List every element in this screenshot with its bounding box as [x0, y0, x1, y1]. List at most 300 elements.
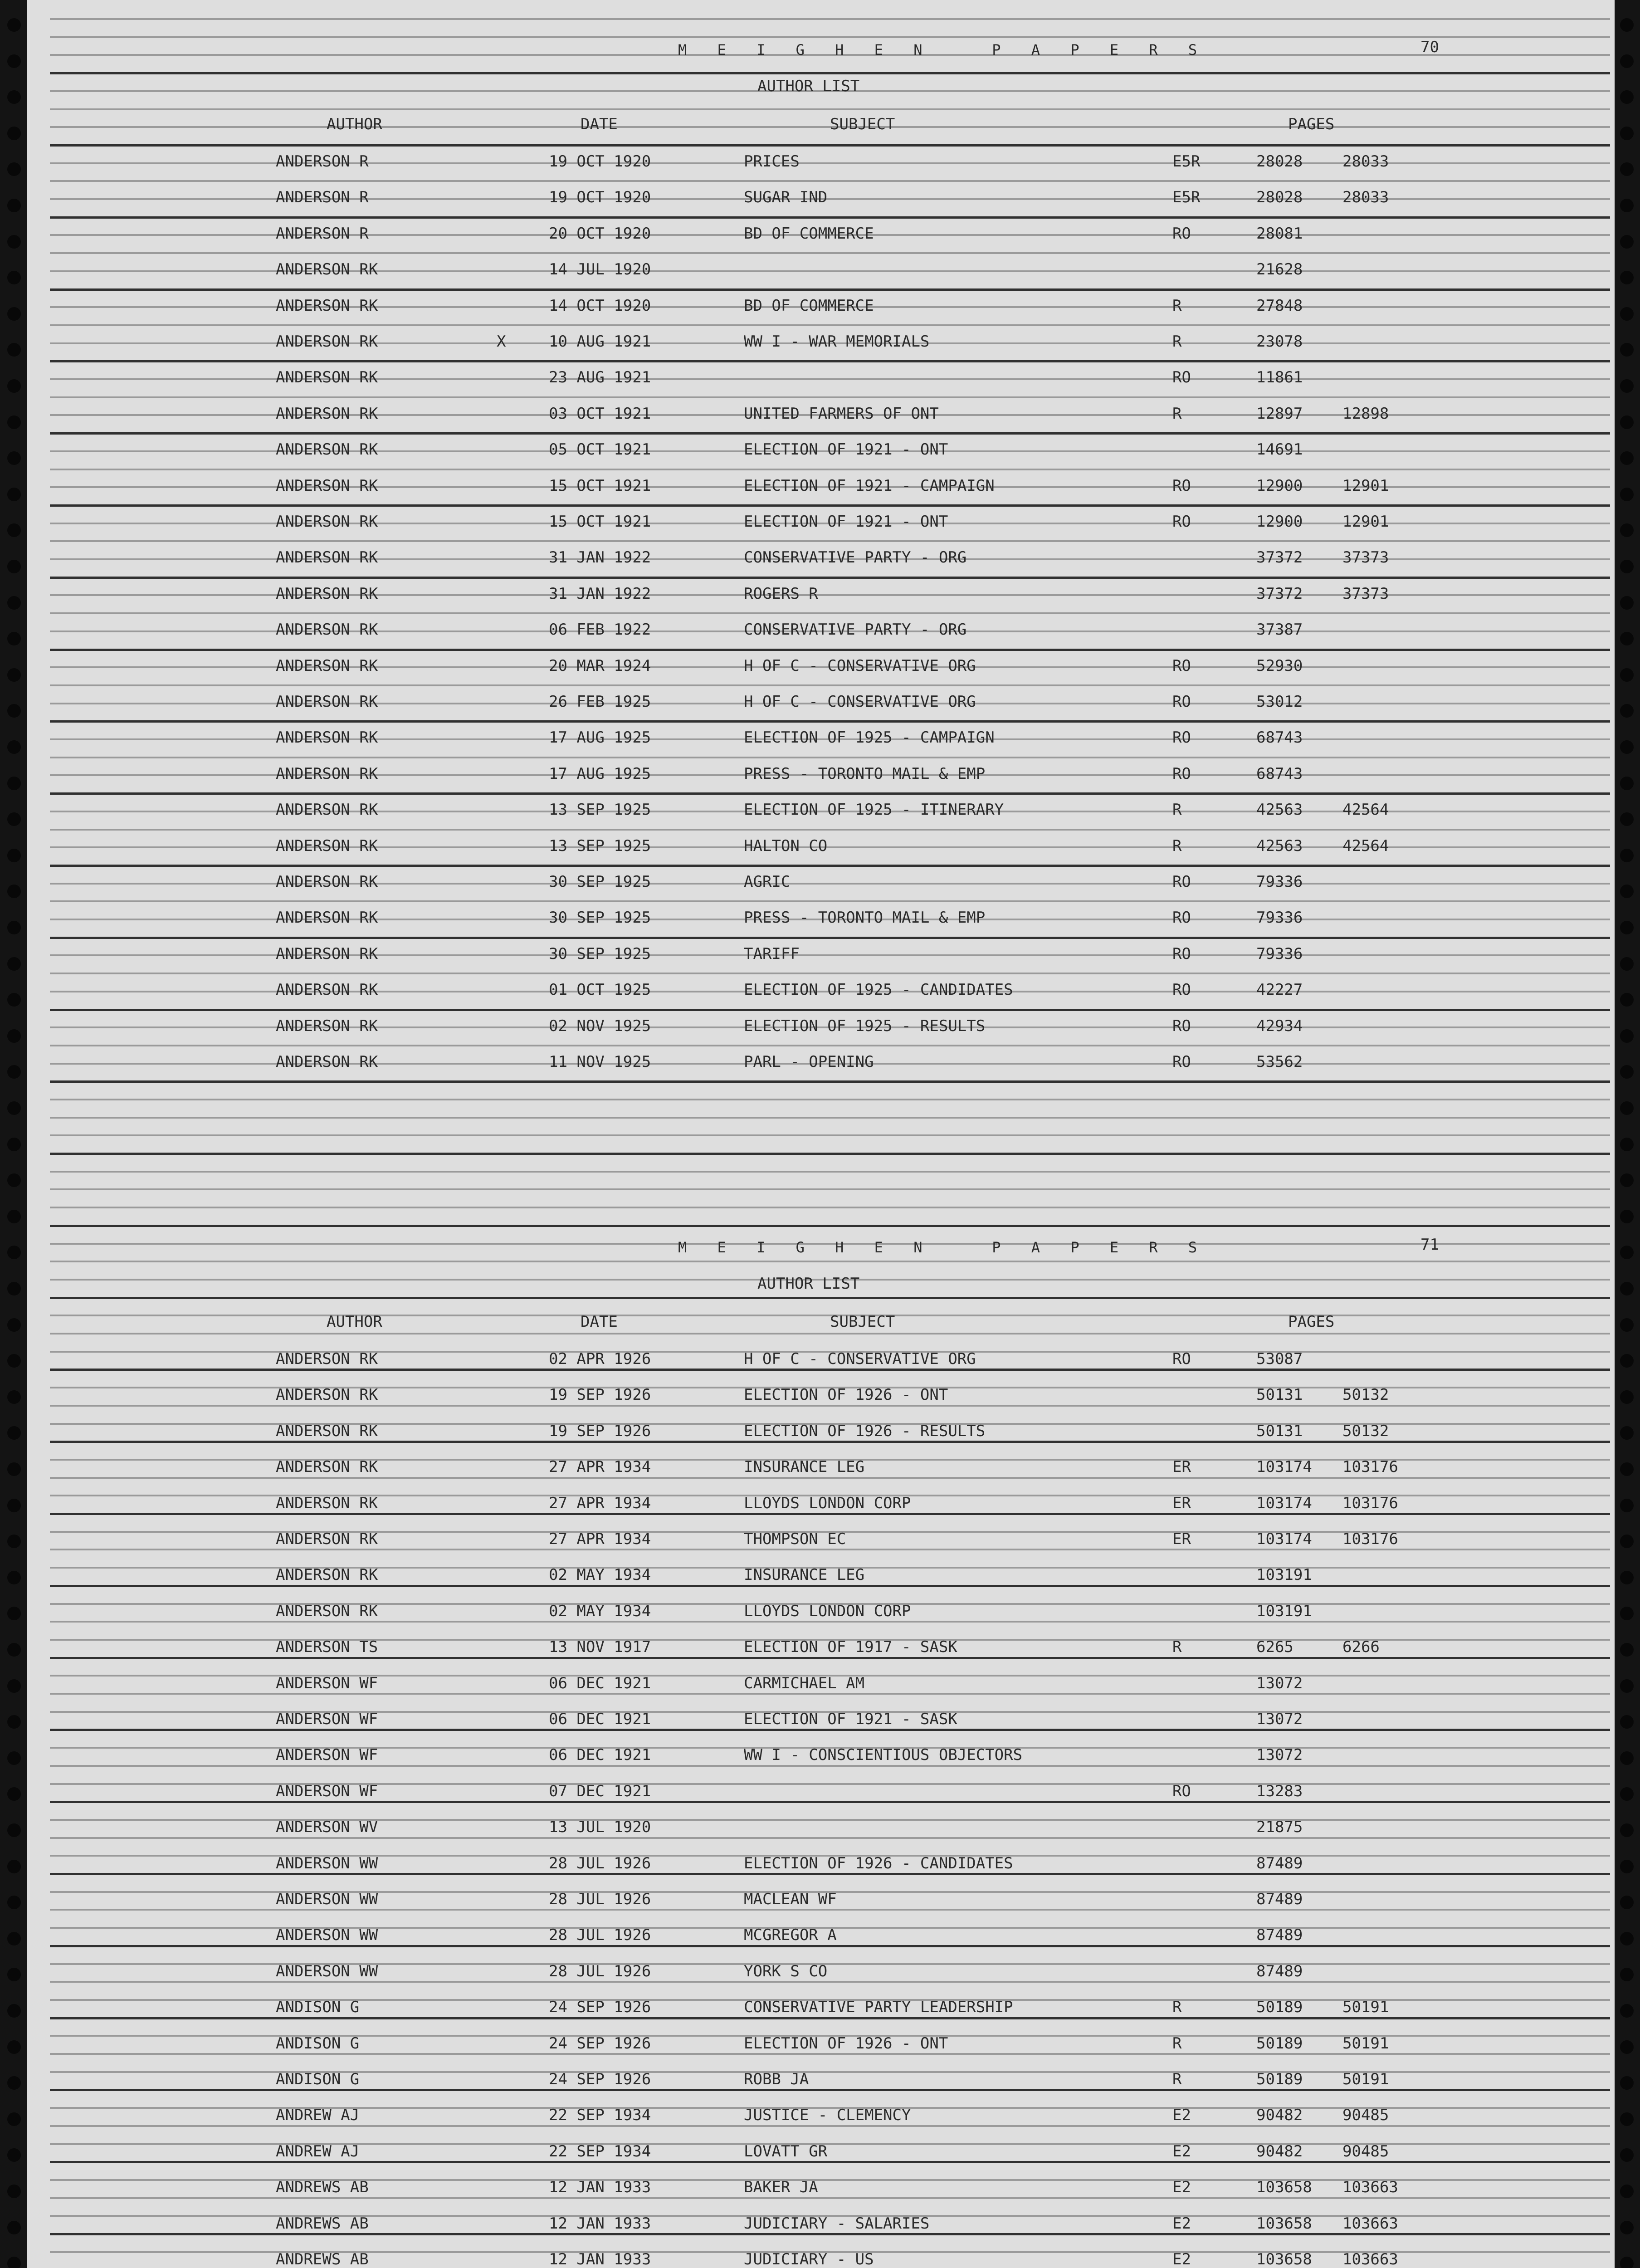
sprocket-hole	[7, 2040, 21, 2054]
cell-code: R	[1172, 2034, 1182, 2053]
cell-page-start: 37372	[1256, 585, 1303, 603]
cell-page-start: 87489	[1256, 1962, 1303, 1980]
cell-date: 24 SEP 1926	[549, 2034, 651, 2053]
form-rule-line	[50, 1207, 1610, 1208]
cell-code: RO	[1172, 728, 1191, 747]
column-header-subject: SUBJECT	[830, 115, 895, 133]
cell-page-end: 103663	[1342, 2250, 1398, 2268]
cell-subject: PRESS - TORONTO MAIL & EMP	[744, 765, 986, 783]
cell-subject: INSURANCE LEG	[744, 1566, 865, 1584]
sprocket-hole	[7, 1318, 21, 1332]
cell-page-end: 42564	[1342, 801, 1389, 819]
cell-code: ER	[1172, 1494, 1191, 1512]
cell-page-start: 53562	[1256, 1053, 1303, 1071]
sprocket-hole	[1620, 2185, 1634, 2198]
sprocket-hole	[7, 2185, 21, 2198]
sprocket-hole	[7, 1787, 21, 1801]
cell-page-start: 23078	[1256, 332, 1303, 351]
sprocket-hole	[7, 921, 21, 934]
cell-author: ANDREWS AB	[276, 2250, 369, 2268]
sprocket-hole	[7, 1390, 21, 1404]
cell-subject: ELECTION OF 1921 - ONT	[744, 440, 948, 459]
sprocket-hole	[7, 2076, 21, 2090]
cell-date: 12 JAN 1933	[549, 2178, 651, 2196]
sprocket-hole	[7, 162, 21, 176]
cell-subject: H OF C - CONSERVATIVE ORG	[744, 657, 976, 675]
cell-code: RO	[1172, 657, 1191, 675]
cell-page-end: 50132	[1342, 1386, 1389, 1404]
cell-author: ANDISON G	[276, 2034, 360, 2053]
cell-page-start: 87489	[1256, 1854, 1303, 1872]
form-rule-line	[50, 937, 1610, 939]
sprocket-hole	[7, 415, 21, 429]
cell-author: ANDERSON WV	[276, 1818, 378, 1836]
cell-page-end: 12901	[1342, 513, 1389, 531]
cell-subject: ROGERS R	[744, 585, 818, 603]
cell-author: ANDERSON WF	[276, 1782, 378, 1800]
sprocket-hole	[1620, 740, 1634, 754]
cell-author: ANDERSON RK	[276, 1017, 378, 1035]
cell-author: ANDERSON WW	[276, 1926, 378, 1944]
form-rule-line	[50, 577, 1610, 579]
cell-author: ANDREWS AB	[276, 2214, 369, 2233]
sprocket-hole	[1620, 1787, 1634, 1801]
cell-subject: SUGAR IND	[744, 188, 828, 206]
sprocket-hole	[1620, 560, 1634, 573]
sprocket-hole	[1620, 2112, 1634, 2126]
sprocket-hole	[7, 1679, 21, 1693]
cell-code: ER	[1172, 1458, 1191, 1476]
cell-subject: CARMICHAEL AM	[744, 1674, 865, 1692]
cell-page-end: 50191	[1342, 2070, 1389, 2088]
sprocket-hole	[7, 1354, 21, 1368]
cell-author: ANDERSON RK	[276, 1053, 378, 1071]
cell-code: E2	[1172, 2142, 1191, 2160]
form-rule-line	[50, 1837, 1610, 1839]
cell-page-start: 37372	[1256, 548, 1303, 567]
form-rule-line	[50, 2233, 1610, 2235]
column-header-pages: PAGES	[1288, 115, 1335, 133]
sprocket-hole	[7, 1968, 21, 1981]
right-tractor-strip	[1613, 0, 1640, 2268]
cell-code: R	[1172, 1998, 1182, 2016]
cell-code: RO	[1172, 477, 1191, 495]
report-title: M E I G H E N P A P E R S	[678, 41, 1208, 59]
cell-author: ANDERSON RK	[276, 1602, 378, 1620]
sprocket-hole	[1620, 1426, 1634, 1440]
column-header-author: AUTHOR	[327, 115, 382, 133]
sprocket-hole	[7, 957, 21, 971]
form-rule-line	[50, 1009, 1610, 1011]
sprocket-hole	[7, 668, 21, 682]
cell-subject: ELECTION OF 1926 - ONT	[744, 1386, 948, 1404]
cell-date: 06 DEC 1921	[549, 1710, 651, 1728]
sprocket-hole	[1620, 777, 1634, 790]
cell-subject: YORK S CO	[744, 1962, 828, 1980]
form-rule-line	[50, 144, 1610, 147]
cell-date: 19 SEP 1926	[549, 1386, 651, 1404]
form-rule-line	[50, 360, 1610, 362]
cell-date: 19 OCT 1920	[549, 188, 651, 206]
form-rule-line	[50, 2017, 1610, 2019]
cell-subject: ELECTION OF 1926 - ONT	[744, 2034, 948, 2053]
cell-code: RO	[1172, 225, 1191, 243]
cell-page-start: 103174	[1256, 1494, 1312, 1512]
form-rule-line	[50, 216, 1610, 219]
sprocket-hole	[1620, 849, 1634, 862]
form-rule-line	[50, 900, 1610, 902]
cell-author: ANDERSON RK	[276, 693, 378, 711]
form-rule-line	[50, 18, 1610, 20]
cell-subject: ELECTION OF 1921 - SASK	[744, 1710, 957, 1728]
sprocket-hole	[1620, 1715, 1634, 1729]
column-header-author: AUTHOR	[327, 1313, 382, 1331]
sprocket-hole	[7, 1896, 21, 1909]
sprocket-hole	[1620, 235, 1634, 249]
sprocket-hole	[7, 1535, 21, 1548]
sprocket-hole	[7, 993, 21, 1007]
cell-date: 07 DEC 1921	[549, 1782, 651, 1800]
cell-subject: BAKER JA	[744, 2178, 818, 2196]
cell-date: 20 MAR 1924	[549, 657, 651, 675]
sprocket-hole	[7, 379, 21, 393]
cell-date: 30 SEP 1925	[549, 945, 651, 963]
form-rule-line	[50, 1333, 1610, 1334]
cell-code: RO	[1172, 1350, 1191, 1368]
sprocket-hole	[1620, 1535, 1634, 1548]
cell-page-start: 90482	[1256, 2106, 1303, 2124]
sprocket-hole	[1620, 343, 1634, 357]
cell-date: 06 DEC 1921	[549, 1746, 651, 1764]
cell-date: 28 JUL 1926	[549, 1854, 651, 1872]
cell-date: 19 OCT 1920	[549, 152, 651, 171]
sprocket-hole	[7, 1210, 21, 1223]
cell-code: R	[1172, 837, 1182, 855]
cell-subject: THOMPSON EC	[744, 1530, 846, 1548]
cell-date: 23 AUG 1921	[549, 368, 651, 386]
cell-page-end: 42564	[1342, 837, 1389, 855]
cell-subject: TARIFF	[744, 945, 800, 963]
form-rule-line	[50, 1117, 1610, 1119]
page-number: 71	[1420, 1236, 1439, 1254]
cell-page-end: 12898	[1342, 405, 1389, 423]
sprocket-hole	[7, 1751, 21, 1765]
cell-page-start: 42563	[1256, 837, 1303, 855]
cell-author: ANDERSON RK	[276, 1458, 378, 1476]
cell-date: 31 JAN 1922	[549, 548, 651, 567]
form-rule-line	[50, 504, 1610, 507]
sprocket-hole	[1620, 54, 1634, 68]
cell-page-start: 90482	[1256, 2142, 1303, 2160]
cell-author: ANDERSON RK	[276, 657, 378, 675]
cell-page-start: 27848	[1256, 297, 1303, 315]
cell-page-end: 28033	[1342, 188, 1389, 206]
cell-page-end: 90485	[1342, 2106, 1389, 2124]
form-rule-line	[50, 1171, 1610, 1173]
cell-author: ANDERSON RK	[276, 260, 378, 279]
cell-date: 13 SEP 1925	[549, 837, 651, 855]
cell-author: ANDERSON RK	[276, 332, 378, 351]
form-rule-line	[50, 1801, 1610, 1803]
cell-author: ANDERSON RK	[276, 477, 378, 495]
sprocket-hole	[7, 1426, 21, 1440]
sprocket-hole	[7, 632, 21, 645]
cell-code: RO	[1172, 513, 1191, 531]
cell-page-start: 13283	[1256, 1782, 1303, 1800]
cell-subject: WW I - WAR MEMORIALS	[744, 332, 930, 351]
cell-page-end: 103663	[1342, 2178, 1398, 2196]
cell-subject: ELECTION OF 1925 - RESULTS	[744, 1017, 986, 1035]
cell-page-end: 103663	[1342, 2214, 1398, 2233]
form-rule-line	[50, 1225, 1610, 1227]
form-rule-line	[50, 1909, 1610, 1911]
cell-page-start: 103191	[1256, 1566, 1312, 1584]
cell-author: ANDERSON RK	[276, 1386, 378, 1404]
sprocket-hole	[7, 2004, 21, 2018]
sprocket-hole	[1620, 1499, 1634, 1512]
form-rule-line	[50, 252, 1610, 254]
cell-author: ANDERSON RK	[276, 909, 378, 927]
sprocket-hole	[7, 1101, 21, 1115]
cell-date: 13 SEP 1925	[549, 801, 651, 819]
sprocket-hole	[1620, 2221, 1634, 2234]
cell-date: 13 NOV 1917	[549, 1638, 651, 1656]
form-rule-line	[50, 1477, 1610, 1479]
sprocket-hole	[1620, 2040, 1634, 2054]
sprocket-hole	[1620, 993, 1634, 1007]
sprocket-hole	[1620, 704, 1634, 718]
form-rule-line	[50, 1657, 1610, 1659]
cell-date: 15 OCT 1921	[549, 513, 651, 531]
cell-author: ANDERSON RK	[276, 873, 378, 891]
form-rule-line	[50, 1188, 1610, 1190]
cell-page-start: 79336	[1256, 909, 1303, 927]
cell-page-start: 42227	[1256, 981, 1303, 999]
cell-page-end: 103176	[1342, 1458, 1398, 1476]
cell-author: ANDREWS AB	[276, 2178, 369, 2196]
cell-page-end: 103176	[1342, 1530, 1398, 1548]
cell-date: 30 SEP 1925	[549, 873, 651, 891]
cell-code: RO	[1172, 765, 1191, 783]
cell-subject: H OF C - CONSERVATIVE ORG	[744, 1350, 976, 1368]
cell-page-start: 13072	[1256, 1746, 1303, 1764]
cell-author: ANDERSON RK	[276, 1350, 378, 1368]
cell-author: ANDERSON RK	[276, 440, 378, 459]
cell-author: ANDERSON RK	[276, 297, 378, 315]
cell-author: ANDERSON R	[276, 188, 369, 206]
sprocket-hole	[7, 1607, 21, 1620]
cell-code: RO	[1172, 693, 1191, 711]
cell-date: 13 JUL 1920	[549, 1818, 651, 1836]
cell-date: 03 OCT 1921	[549, 405, 651, 423]
sprocket-hole	[1620, 2148, 1634, 2162]
cell-author: ANDERSON WF	[276, 1746, 378, 1764]
cell-date: 24 SEP 1926	[549, 1998, 651, 2016]
cell-page-end: 12901	[1342, 477, 1389, 495]
cell-author: ANDERSON RK	[276, 1566, 378, 1584]
cell-page-start: 103658	[1256, 2178, 1312, 2196]
cell-date: 30 SEP 1925	[549, 909, 651, 927]
sprocket-hole	[1620, 1246, 1634, 1259]
cell-author: ANDERSON WW	[276, 1854, 378, 1872]
form-rule-line	[50, 1153, 1610, 1155]
cell-code: E2	[1172, 2178, 1191, 2196]
cell-code: E2	[1172, 2214, 1191, 2233]
form-rule-line	[50, 180, 1610, 182]
sprocket-hole	[7, 343, 21, 357]
sprocket-hole	[1620, 2004, 1634, 2018]
sprocket-hole	[7, 740, 21, 754]
sprocket-hole	[1620, 307, 1634, 321]
sprocket-hole	[1620, 1354, 1634, 1368]
cell-date: 01 OCT 1925	[549, 981, 651, 999]
cell-code: R	[1172, 297, 1182, 315]
sprocket-hole	[7, 2112, 21, 2126]
cell-subject: UNITED FARMERS OF ONT	[744, 405, 939, 423]
form-rule-line	[50, 829, 1610, 831]
sprocket-hole	[7, 777, 21, 790]
cell-code: RO	[1172, 1053, 1191, 1071]
cell-author: ANDERSON RK	[276, 981, 378, 999]
report-subtitle: AUTHOR LIST	[757, 77, 860, 95]
sprocket-hole	[1620, 379, 1634, 393]
cell-page-end: 50191	[1342, 2034, 1389, 2053]
cell-subject: ELECTION OF 1921 - CAMPAIGN	[744, 477, 995, 495]
form-rule-line	[50, 1297, 1610, 1299]
sprocket-hole	[7, 54, 21, 68]
cell-code: R	[1172, 332, 1182, 351]
sprocket-hole	[1620, 1643, 1634, 1657]
cell-code: RO	[1172, 909, 1191, 927]
sprocket-hole	[1620, 812, 1634, 826]
cell-date: 11 NOV 1925	[549, 1053, 651, 1071]
cell-date: 17 AUG 1925	[549, 765, 651, 783]
sprocket-hole	[7, 1462, 21, 1476]
form-rule-line	[50, 1621, 1610, 1623]
sprocket-hole	[1620, 1318, 1634, 1332]
cell-subject: JUDICIARY - SALARIES	[744, 2214, 930, 2233]
sprocket-hole	[7, 1932, 21, 1945]
sprocket-hole	[1620, 1607, 1634, 1620]
sprocket-hole	[1620, 1823, 1634, 1837]
cell-subject: MCGREGOR A	[744, 1926, 837, 1944]
cell-date: 22 SEP 1934	[549, 2106, 651, 2124]
cell-author: ANDERSON WW	[276, 1890, 378, 1908]
sprocket-hole	[1620, 415, 1634, 429]
cell-author: ANDERSON RK	[276, 837, 378, 855]
cell-code: RO	[1172, 1782, 1191, 1800]
cell-date: 06 DEC 1921	[549, 1674, 651, 1692]
cell-code: E5R	[1172, 188, 1201, 206]
form-rule-line	[50, 1261, 1610, 1262]
cell-subject: CONSERVATIVE PARTY - ORG	[744, 548, 967, 567]
form-rule-line	[50, 720, 1610, 723]
form-rule-line	[50, 757, 1610, 758]
sprocket-hole	[7, 849, 21, 862]
page-number: 70	[1420, 38, 1439, 56]
cell-page-start: 50189	[1256, 1998, 1303, 2016]
sprocket-hole	[1620, 127, 1634, 140]
cell-subject: ELECTION OF 1917 - SASK	[744, 1638, 957, 1656]
form-rule-line	[50, 973, 1610, 974]
sprocket-hole	[7, 2257, 21, 2268]
sprocket-hole	[7, 523, 21, 537]
cell-page-start: 79336	[1256, 873, 1303, 891]
sprocket-hole	[1620, 1571, 1634, 1584]
cell-author: ANDISON G	[276, 1998, 360, 2016]
form-rule-line	[50, 1765, 1610, 1767]
cell-page-start: 103191	[1256, 1602, 1312, 1620]
cell-subject: MACLEAN WF	[744, 1890, 837, 1908]
cell-page-start: 12897	[1256, 405, 1303, 423]
cell-code: R	[1172, 405, 1182, 423]
sprocket-hole	[1620, 1462, 1634, 1476]
cell-date: 28 JUL 1926	[549, 1890, 651, 1908]
cell-subject: LLOYDS LONDON CORP	[744, 1602, 911, 1620]
sprocket-hole	[1620, 632, 1634, 645]
cell-code: E2	[1172, 2106, 1191, 2124]
sprocket-hole	[1620, 18, 1634, 32]
cell-author: ANDERSON RK	[276, 728, 378, 747]
sprocket-hole	[7, 1823, 21, 1837]
cell-date: 15 OCT 1921	[549, 477, 651, 495]
sprocket-hole	[7, 2221, 21, 2234]
form-rule-line	[50, 1549, 1610, 1550]
sprocket-hole	[7, 885, 21, 898]
sprocket-hole	[1620, 1932, 1634, 1945]
form-rule-line	[50, 1045, 1610, 1046]
sprocket-hole	[1620, 596, 1634, 610]
sprocket-hole	[7, 127, 21, 140]
cell-page-end: 90485	[1342, 2142, 1389, 2160]
cell-page-start: 53012	[1256, 693, 1303, 711]
column-header-date: DATE	[581, 1313, 618, 1331]
cell-subject: H OF C - CONSERVATIVE ORG	[744, 693, 976, 711]
form-rule-line	[50, 1585, 1610, 1587]
cell-page-end: 37373	[1342, 548, 1389, 567]
cell-author: ANDERSON RK	[276, 405, 378, 423]
sprocket-hole	[7, 1499, 21, 1512]
cell-page-end: 103176	[1342, 1494, 1398, 1512]
cell-page-start: 42563	[1256, 801, 1303, 819]
cell-subject: BD OF COMMERCE	[744, 225, 874, 243]
form-rule-line	[50, 2197, 1610, 2199]
cell-author: ANDERSON RK	[276, 621, 378, 639]
cell-date: 27 APR 1934	[549, 1530, 651, 1548]
cell-subject: WW I - CONSCIENTIOUS OBJECTORS	[744, 1746, 1023, 1764]
sprocket-hole	[1620, 1065, 1634, 1079]
sprocket-hole	[7, 704, 21, 718]
cell-author: ANDERSON R	[276, 225, 369, 243]
cell-author: ANDERSON RK	[276, 1494, 378, 1512]
cell-subject: BD OF COMMERCE	[744, 297, 874, 315]
cell-author: ANDISON G	[276, 2070, 360, 2088]
sprocket-hole	[1620, 1751, 1634, 1765]
cell-date: 26 FEB 1925	[549, 693, 651, 711]
form-rule-line	[50, 396, 1610, 398]
sprocket-hole	[7, 451, 21, 465]
form-rule-line	[50, 432, 1610, 435]
form-rule-line	[50, 1945, 1610, 1947]
sprocket-hole	[1620, 1896, 1634, 1909]
cell-date: 19 SEP 1926	[549, 1422, 651, 1440]
cell-page-start: 103658	[1256, 2250, 1312, 2268]
sprocket-hole	[7, 1246, 21, 1259]
cell-page-start: 52930	[1256, 657, 1303, 675]
cell-date: 27 APR 1934	[549, 1494, 651, 1512]
sprocket-hole	[7, 596, 21, 610]
cell-page-start: 37387	[1256, 621, 1303, 639]
